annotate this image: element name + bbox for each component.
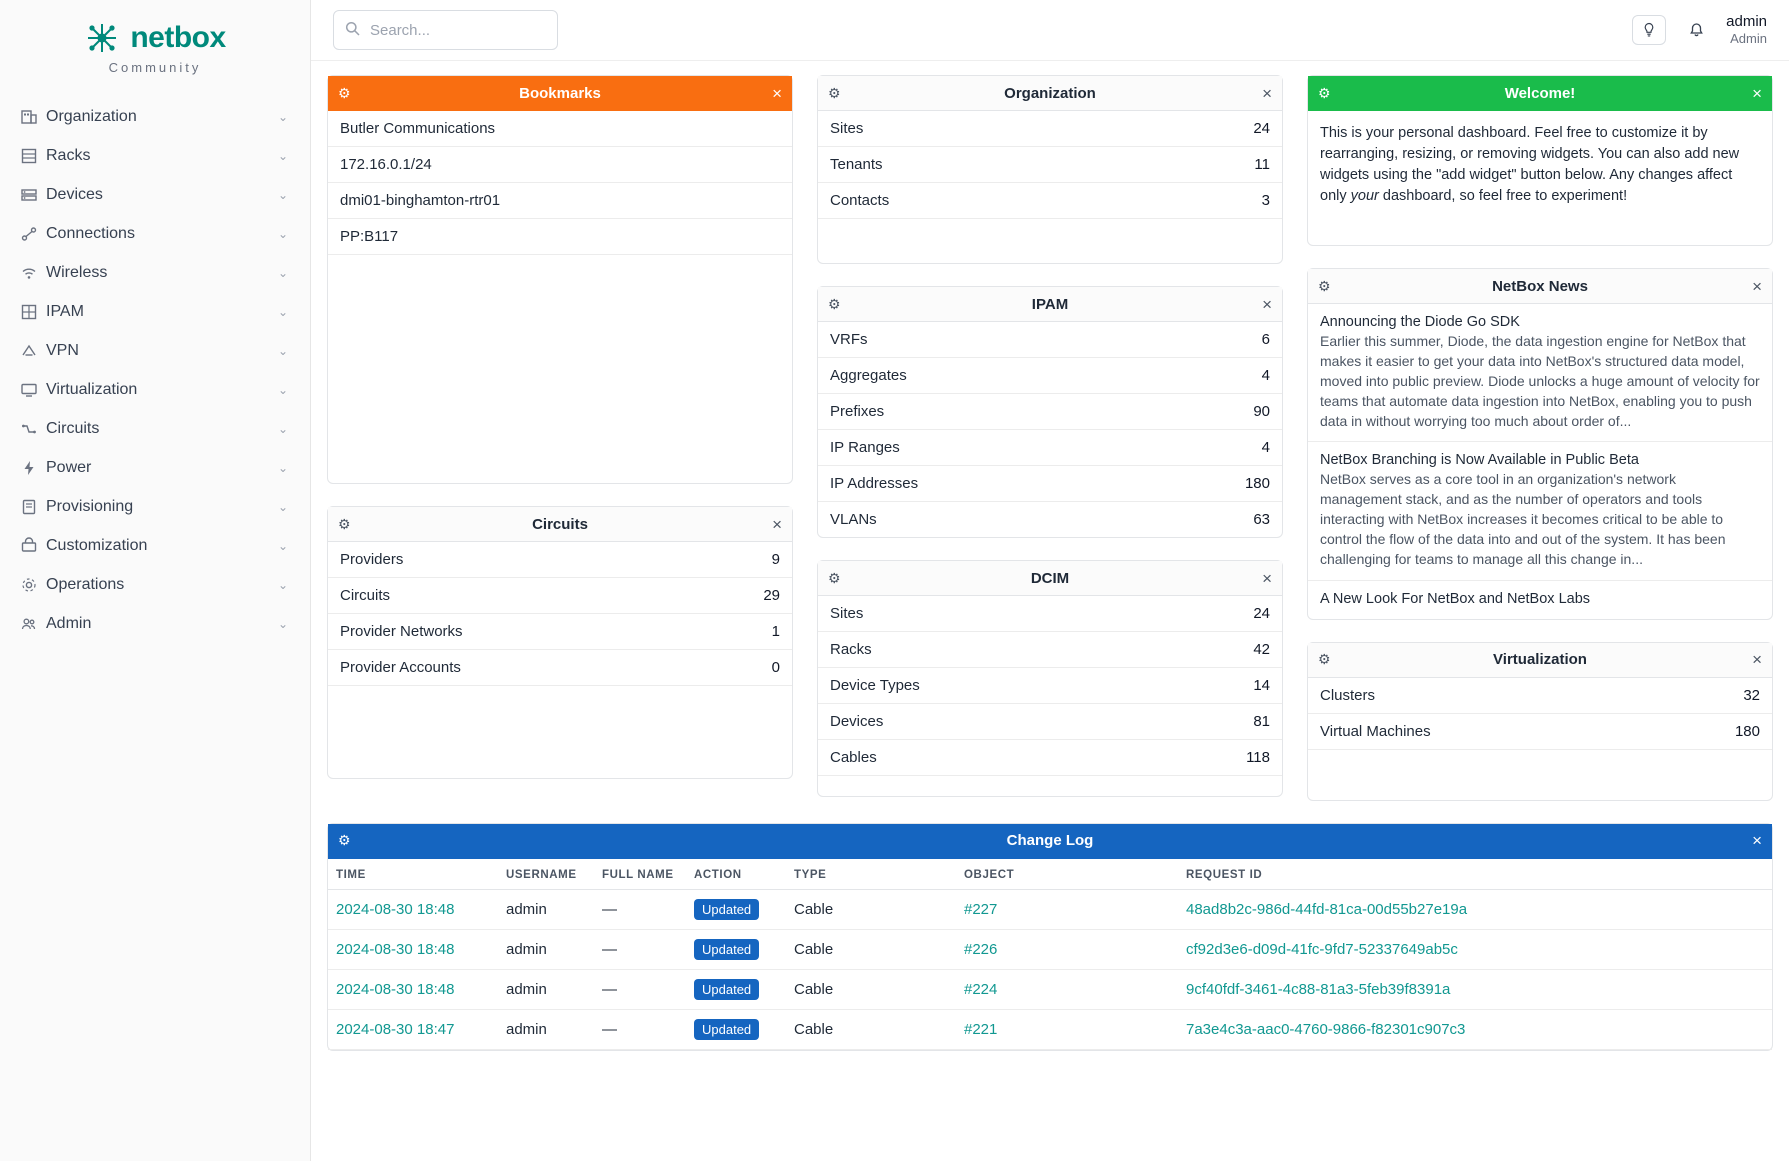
chevron-down-icon: ⌄ [277,421,288,436]
widget-circuits [327,506,793,779]
changelog-username: admin [498,929,594,969]
list-item-label: Clusters [1320,686,1376,704]
widget-ipam [817,286,1283,538]
widget-body [328,111,792,483]
chevron-down-icon: ⌄ [277,538,288,553]
widget-header [1308,643,1772,678]
list-item-label: Sites [830,120,864,137]
widget-header [1308,76,1772,111]
changelog-fullname: — [594,1009,686,1049]
close-icon[interactable]: × [1752,276,1762,296]
connections-icon [20,225,46,243]
column-header-request-id[interactable]: REQUEST ID [1178,859,1772,890]
brand-subtitle: Community [108,60,202,75]
close-icon[interactable]: × [1262,294,1272,314]
list-item[interactable] [818,358,1282,394]
list-item-label: Contacts [830,192,890,209]
changelog-request-id-link[interactable]: 7a3e4c3a-aac0-4760-9866-f82301c907c3 [1186,1020,1466,1038]
list-item-value: 4 [1261,367,1270,384]
list-item-value: 118 [1246,749,1270,766]
list-item[interactable] [818,322,1282,358]
search-input[interactable] [333,10,558,50]
widget-title: NetBox News [1492,277,1588,295]
news-title: Announcing the Diode Go SDK [1320,314,1520,331]
chevron-down-icon: ⌄ [277,187,288,202]
list-item-value: 24 [1253,605,1270,622]
chevron-down-icon: ⌄ [277,265,288,280]
widget-body [818,322,1282,537]
virtualization-icon [20,381,46,399]
column-header-object[interactable]: OBJECT [956,859,1178,890]
list-item[interactable] [818,502,1282,537]
widget-body [818,596,1282,796]
user-name: admin [1726,13,1767,31]
sidebar-item-label: Racks [46,146,91,164]
status-badge: Updated [694,899,759,920]
main-area [311,0,1789,1161]
list-item-label: Provider Networks [340,623,463,640]
changelog-time-link[interactable]: 2024-08-30 18:47 [336,1020,455,1038]
column-header-type[interactable]: TYPE [786,859,956,890]
list-item[interactable] [1308,442,1772,580]
list-item-value: 29 [763,587,780,604]
sidebar-item-connections[interactable] [0,214,310,253]
column-header-action[interactable]: ACTION [686,859,786,890]
chevron-down-icon: ⌄ [277,460,288,475]
search-icon [345,21,360,36]
sidebar-item-label: Customization [46,536,148,554]
gear-icon[interactable]: ⚙ [338,84,351,101]
top-bar [311,0,1789,61]
list-item-value: 14 [1253,677,1270,694]
provisioning-icon [20,498,46,516]
table-row[interactable] [328,1009,1772,1049]
table-row[interactable] [328,929,1772,969]
status-badge: Updated [694,939,759,960]
list-item-label: Device Types [830,677,920,694]
chevron-down-icon: ⌄ [277,382,288,397]
list-item-value: 32 [1743,686,1760,704]
sidebar-item-ipam[interactable] [0,292,310,331]
table-row[interactable] [328,969,1772,1009]
widget-body [1308,678,1772,800]
widget-virtualization [1307,642,1773,801]
sidebar-item-label: IPAM [46,302,84,320]
list-item[interactable] [1308,714,1772,750]
widget-title: Welcome! [1504,84,1576,102]
widget-empty-space [818,219,1282,263]
list-item[interactable] [328,614,792,650]
changelog-time-link[interactable]: 2024-08-30 18:48 [336,940,455,958]
gear-icon[interactable]: ⚙ [338,515,351,532]
list-item-label: IP Ranges [830,439,900,456]
list-item[interactable] [1308,304,1772,442]
widget-empty-space [328,686,792,778]
list-item-value: 3 [1261,192,1270,209]
changelog-object-link[interactable]: #224 [964,980,998,998]
list-item[interactable] [818,466,1282,502]
chevron-down-icon: ⌄ [277,304,288,319]
sidebar-item-operations[interactable] [0,565,310,604]
close-icon[interactable]: × [1752,831,1762,851]
widget-title: Virtualization [1493,651,1587,669]
list-item[interactable] [328,542,792,578]
widget-title: Circuits [532,515,588,533]
widget-title: Bookmarks [519,84,601,102]
gear-icon[interactable]: ⚙ [828,295,841,312]
sidebar-item-organization[interactable] [0,97,310,136]
news-title: NetBox Branching is Now Available in Public Beta [1320,452,1639,469]
top-bar-right [1632,13,1767,47]
list-item[interactable] [818,668,1282,704]
widget-welcome [1307,75,1773,246]
sidebar-item-wireless[interactable] [0,253,310,292]
sidebar-item-customization[interactable] [0,526,310,565]
changelog-request-id-link[interactable]: 9cf40fdf-3461-4c88-81a3-5feb39f8391a [1186,980,1451,998]
brand-name: netbox [130,21,226,54]
list-item[interactable]: Butler Communications [328,111,792,147]
list-item-label: Circuits [340,587,391,604]
column-header-time[interactable]: TIME [328,859,498,890]
widget-title: Change Log [1006,832,1094,850]
sidebar-item-circuits[interactable] [0,409,310,448]
list-item[interactable] [818,394,1282,430]
sidebar-item-label: Circuits [46,419,100,437]
widget-change-log [327,823,1773,1051]
widget-header [818,76,1282,111]
vpn-icon [20,342,46,360]
customization-icon [20,537,46,555]
changelog-username: admin [498,1009,594,1049]
list-item-value: 4 [1261,439,1270,456]
search-box[interactable] [333,10,558,50]
widget-title: Organization [1004,84,1096,102]
news-excerpt: Earlier this summer, Diode, the data ingestion engine for NetBox that makes it easier to get your data into NetBox's structured data model, moved into public preview. Diode unlocks a huge amount of velocity for teams that automate data ingestion into NetBox, enabling you to push data in without worrying too much about order of... [1320,333,1760,429]
notifications-button[interactable] [1682,16,1710,44]
changelog-username: admin [498,969,594,1009]
list-item-value: 1 [771,623,780,640]
sidebar-item-label: VPN [46,341,79,359]
sidebar-item-racks[interactable] [0,136,310,175]
widget-empty-space [328,255,792,483]
list-item-value: 9 [771,551,780,568]
list-item[interactable] [328,650,792,686]
list-item-value: 81 [1253,713,1270,730]
list-item-value: 180 [1734,722,1760,740]
sidebar-item-label: Provisioning [46,497,134,515]
chevron-down-icon: ⌄ [277,148,288,163]
list-item-value: 180 [1244,475,1270,492]
widget-body [818,111,1282,263]
theme-toggle-button[interactable] [1632,15,1666,45]
power-icon [20,459,46,477]
circuits-icon [20,420,46,438]
widget-header [328,507,792,542]
close-icon[interactable]: × [1262,568,1272,588]
user-menu[interactable] [1726,13,1767,47]
list-item-value: 0 [771,659,780,676]
list-item-label: Racks [830,641,872,658]
changelog-request-id-link[interactable]: 48ad8b2c-986d-44fd-81ca-00d55b27e19a [1186,900,1468,918]
list-item-label: VLANs [830,511,877,528]
list-item[interactable]: PP:B117 [328,219,792,255]
widget-organization [817,75,1283,264]
welcome-text-part1: This is your personal dashboard. Feel free to customize it by rearranging, resizing, or removing widgets. You can also add new widgets using the "add widget" button below. Any changes affect only [1320,125,1740,205]
sidebar-item-devices[interactable] [0,175,310,214]
list-item[interactable] [818,430,1282,466]
sidebar-item-power[interactable] [0,448,310,487]
changelog-time-link[interactable]: 2024-08-30 18:48 [336,980,455,998]
dashboard-column-3 [1307,75,1773,823]
column-header-full-name[interactable]: FULL NAME [594,859,686,890]
list-item-value: 11 [1254,156,1270,173]
chevron-down-icon: ⌄ [277,577,288,592]
widget-title: DCIM [1030,569,1070,587]
changelog-type: Cable [786,969,956,1009]
list-item-label: Provider Accounts [340,659,461,676]
widget-body [1308,111,1772,245]
table-body [328,889,1772,1049]
list-item-value: 42 [1253,641,1270,658]
chevron-down-icon: ⌄ [277,616,288,631]
widget-empty-space [1308,750,1772,800]
sidebar [0,0,311,1161]
list-item[interactable] [818,596,1282,632]
list-item[interactable] [818,147,1282,183]
close-icon[interactable]: × [1752,83,1762,103]
brand[interactable] [0,10,310,97]
sidebar-item-label: Virtualization [46,380,138,398]
news-excerpt: NetBox serves as a core tool in an organization's network management stack, and as the number of operators and tools interacting with NetBox increases it becomes critical to be able to control the flow of the data into and out of the system. It has been challenging for teams to manage all this change in... [1320,471,1726,567]
sidebar-item-label: Wireless [46,263,108,281]
sidebar-item-label: Operations [46,575,125,593]
close-icon[interactable]: × [772,514,782,534]
list-item-label: VRFs [830,331,868,348]
list-item[interactable] [1308,581,1772,619]
sidebar-item-vpn[interactable] [0,331,310,370]
changelog-type: Cable [786,889,956,929]
racks-icon [20,147,46,165]
admin-icon [20,615,46,633]
list-item-label: Sites [830,605,864,622]
netbox-logo-icon [84,20,120,56]
list-item[interactable] [818,704,1282,740]
list-item-label: Providers [340,551,404,568]
sidebar-item-provisioning[interactable] [0,487,310,526]
sidebar-item-label: Devices [46,185,103,203]
chevron-down-icon: ⌄ [277,499,288,514]
gear-icon[interactable]: ⚙ [338,832,351,849]
close-icon[interactable]: × [1752,650,1762,670]
close-icon[interactable]: × [1262,83,1272,103]
change-log-table [328,859,1772,1050]
gear-icon[interactable]: ⚙ [828,84,841,101]
list-item[interactable] [818,183,1282,219]
chevron-down-icon: ⌄ [277,226,288,241]
sidebar-item-label: Organization [46,107,137,125]
wireless-icon [20,264,46,282]
changelog-username: admin [498,889,594,929]
dashboard-grid [311,61,1789,823]
sidebar-item-admin[interactable] [0,604,310,643]
widget-netbox-news [1307,268,1773,620]
ipam-icon [20,303,46,321]
news-title: A New Look For NetBox and NetBox Labs [1320,590,1591,607]
list-item[interactable]: dmi01-binghamton-rtr01 [328,183,792,219]
operations-icon [20,576,46,594]
changelog-object-link[interactable]: #221 [964,1020,998,1038]
gear-icon[interactable]: ⚙ [1318,84,1331,101]
widget-bookmarks [327,75,793,484]
sidebar-item-label: Admin [46,614,92,632]
list-item-label: IP Addresses [830,475,919,492]
chevron-down-icon: ⌄ [277,343,288,358]
widget-empty-space [818,776,1282,796]
table-row[interactable] [328,889,1772,929]
welcome-text-part2: dashboard, so feel free to experiment! [1378,188,1628,205]
changelog-request-id-link[interactable]: cf92d3e6-d09d-41fc-9fd7-52337649ab5c [1186,940,1458,958]
list-item-label: Prefixes [830,403,885,420]
widget-dcim [817,560,1283,797]
widget-header [328,76,792,111]
widget-header [328,824,1772,859]
list-item[interactable] [818,740,1282,776]
brand-row [84,20,225,56]
list-item-value: 6 [1261,331,1270,348]
widget-body [328,542,792,778]
status-badge: Updated [694,1019,759,1040]
welcome-text-emphasis: your [1350,188,1379,205]
list-item-label: Cables [830,749,877,766]
sidebar-item-label: Connections [46,224,135,242]
dashboard-column-1 [327,75,793,801]
changelog-time-link[interactable]: 2024-08-30 18:48 [336,900,455,918]
gear-icon[interactable]: ⚙ [828,569,841,586]
list-item-label: Tenants [830,156,883,173]
list-item[interactable] [818,111,1282,147]
list-item[interactable] [1308,678,1772,714]
chevron-down-icon: ⌄ [277,109,288,124]
list-item-value: 24 [1253,120,1270,137]
sidebar-item-virtualization[interactable] [0,370,310,409]
list-item[interactable] [328,578,792,614]
list-item[interactable] [818,632,1282,668]
widget-header [818,287,1282,322]
table-head [328,859,1772,890]
list-item-label: Devices [830,713,884,730]
changelog-object-link[interactable]: #226 [964,940,998,958]
changelog-fullname: — [594,969,686,1009]
changelog-type: Cable [786,929,956,969]
list-item-label: Aggregates [830,367,907,384]
gear-icon[interactable]: ⚙ [1318,277,1331,294]
organization-icon [20,108,46,126]
changelog-object-link[interactable]: #227 [964,900,998,918]
sidebar-nav [0,97,310,643]
changelog-fullname: — [594,929,686,969]
gear-icon[interactable]: ⚙ [1318,651,1331,668]
widget-header [1308,269,1772,304]
widget-title: IPAM [1031,295,1069,313]
list-item-value: 90 [1253,403,1270,420]
widget-body [1308,304,1772,619]
list-item-value: 63 [1253,511,1270,528]
status-badge: Updated [694,979,759,1000]
sidebar-item-label: Power [46,458,92,476]
column-header-username[interactable]: USERNAME [498,859,594,890]
changelog-fullname: — [594,889,686,929]
list-item[interactable]: 172.16.0.1/24 [328,147,792,183]
widget-header [818,561,1282,596]
user-role: Admin [1730,31,1767,47]
list-item-label: Virtual Machines [1320,722,1431,740]
devices-icon [20,186,46,204]
changelog-type: Cable [786,1009,956,1049]
close-icon[interactable]: × [772,83,782,103]
dashboard-column-2 [817,75,1283,819]
table-header-row [328,859,1772,890]
